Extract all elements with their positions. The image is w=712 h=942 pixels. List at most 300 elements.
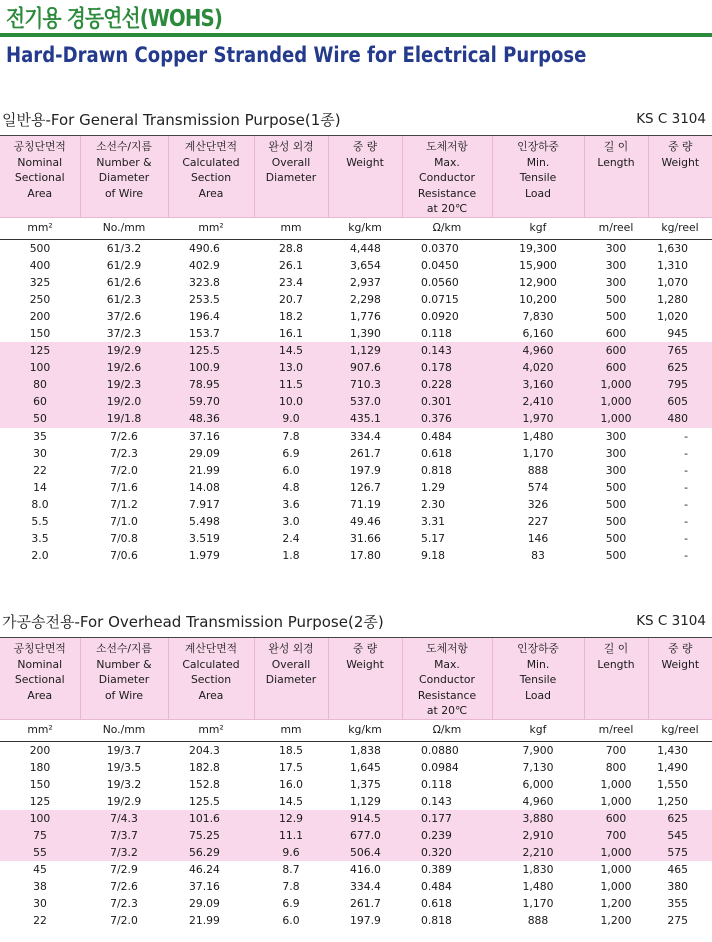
cell-overall-diameter: 8.7 <box>282 863 300 877</box>
cell-reel-weight: - <box>684 532 688 546</box>
cell-tensile-load: 6,160 <box>522 326 554 340</box>
column-header-english-line: Min. <box>526 155 550 169</box>
cell-reel-length: 1,000 <box>600 863 632 877</box>
unit-nominal-area: mm² <box>0 217 80 239</box>
column-header-english-line: at 20℃ <box>426 202 468 215</box>
cell-conductor-resistance: 0.228 <box>402 376 492 393</box>
cell-nominal-area: 80 <box>0 376 80 393</box>
cell-reel-length: 300 <box>605 463 627 477</box>
column-header-calculated-area <box>168 136 254 217</box>
cell-nominal-area: 45 <box>33 863 47 877</box>
cell-reel-weight: 575 <box>648 844 712 861</box>
column-header-korean: 공칭단면적 <box>13 642 66 655</box>
cell-wire-count-diameter: 19/1.8 <box>80 410 168 427</box>
unit-conductor-resistance: Ω/km <box>402 719 492 741</box>
cell-reel-weight: - <box>684 515 688 528</box>
cell-nominal-area: 250 <box>29 292 51 306</box>
cell-calculated-area: 101.6 <box>168 810 254 827</box>
cell-nominal-area: 200 <box>29 743 51 757</box>
cell-calculated-area: 253.5 <box>189 292 220 306</box>
cell-weight-per-km: 907.6 <box>328 359 402 376</box>
cell-reel-length: 600 <box>584 810 648 827</box>
column-header-english-line: Diameter <box>265 673 317 686</box>
cell-reel-weight: 275 <box>667 914 688 928</box>
cell-weight-per-km: 261.7 <box>350 446 381 460</box>
cell-tensile-load: 12,900 <box>519 275 557 289</box>
cell-conductor-resistance: 2.30 <box>421 497 446 511</box>
column-header-tensile-load <box>492 638 584 719</box>
table-row <box>0 445 712 462</box>
cell-weight-per-km: 435.1 <box>328 410 402 427</box>
table-row <box>0 513 712 530</box>
column-header-conductor-resistance <box>402 136 492 217</box>
cell-calculated-area: 490.6 <box>189 241 220 255</box>
cell-nominal-area: 30 <box>33 897 47 911</box>
cell-overall-diameter: 1.8 <box>282 549 300 563</box>
unit-reel-length: m/reel <box>584 719 648 741</box>
cell-reel-weight: 765 <box>648 342 712 359</box>
table-row <box>0 912 712 929</box>
cell-conductor-resistance: 0.301 <box>402 393 492 410</box>
cell-reel-weight: 1,250 <box>657 794 688 808</box>
cell-weight-per-km: 1,838 <box>350 743 381 757</box>
column-header-korean: 인장하중 <box>517 140 559 153</box>
cell-tensile-load: 227 <box>527 515 549 528</box>
cell-overall-diameter: 6.0 <box>282 914 300 928</box>
column-header-korean: 중 량 <box>352 140 378 153</box>
cell-nominal-area: 5.5 <box>31 515 49 528</box>
unit-overall-diameter: mm <box>254 217 328 239</box>
cell-reel-length: 500 <box>605 515 627 528</box>
cell-reel-weight: 380 <box>667 880 688 894</box>
cell-tensile-load: 83 <box>531 549 545 563</box>
cell-nominal-area: 325 <box>29 275 51 289</box>
cell-reel-length: 800 <box>605 760 627 774</box>
column-header-korean: 중 량 <box>668 140 693 153</box>
cell-nominal-area: 125 <box>29 794 51 808</box>
column-header-nominal-area <box>0 136 80 217</box>
cell-nominal-area: 500 <box>29 241 51 255</box>
cell-reel-weight: - <box>684 446 688 460</box>
cell-reel-weight: - <box>684 497 688 511</box>
cell-nominal-area: 100 <box>0 810 80 827</box>
cell-tensile-load: 7,900 <box>522 743 554 757</box>
column-header-overall-diameter <box>254 136 328 217</box>
cell-weight-per-km: 1,129 <box>328 342 402 359</box>
column-header-english-line: Max. <box>434 657 460 671</box>
column-header-english-line: Nominal <box>17 657 63 671</box>
column-header-korean: 계산단면적 <box>184 140 238 153</box>
cell-reel-weight: 1,020 <box>657 309 688 323</box>
cell-weight-per-km: 31.66 <box>350 532 381 546</box>
cell-nominal-area: 8.0 <box>31 497 49 511</box>
cell-overall-diameter: 28.8 <box>278 241 304 255</box>
cell-weight-per-km: 17.80 <box>350 549 381 563</box>
cell-weight-per-km: 710.3 <box>328 376 402 393</box>
cell-overall-diameter: 11.5 <box>254 376 328 393</box>
cell-tensile-load: 1,170 <box>522 897 554 911</box>
cell-overall-diameter: 23.4 <box>278 275 304 289</box>
cell-conductor-resistance: 0.376 <box>402 410 492 427</box>
title-divider <box>0 33 712 37</box>
page-title-korean: 전기용 경동연선(WOHS) <box>6 6 223 32</box>
cell-tensile-load: 2,910 <box>492 827 584 844</box>
table-row <box>0 861 712 878</box>
cell-conductor-resistance: 0.320 <box>402 844 492 861</box>
cell-wire-count-diameter: 7/2.6 <box>110 880 138 894</box>
cell-conductor-resistance: 0.178 <box>402 359 492 376</box>
cell-wire-count-diameter: 61/2.3 <box>106 292 142 306</box>
table-row <box>0 257 712 274</box>
cell-reel-length: 600 <box>584 342 648 359</box>
cell-overall-diameter: 12.9 <box>254 810 328 827</box>
unit-reel-weight: kg/reel <box>648 719 712 741</box>
cell-overall-diameter: 3.0 <box>282 515 300 528</box>
cell-calculated-area: 48.36 <box>168 410 254 427</box>
cell-reel-weight: 355 <box>667 897 688 911</box>
cell-weight-per-km: 4,448 <box>350 241 381 255</box>
cell-weight-per-km: 197.9 <box>350 463 381 477</box>
table-row <box>0 462 712 479</box>
column-header-reel-length <box>584 136 648 217</box>
cell-calculated-area: 21.99 <box>189 463 220 477</box>
column-header-korean: 도체저항 <box>426 140 468 153</box>
cell-wire-count-diameter: 7/2.6 <box>110 429 138 443</box>
cell-conductor-resistance: 0.0560 <box>421 275 459 289</box>
cell-reel-length: 1,000 <box>584 376 648 393</box>
column-header-english-line: Weight <box>661 155 700 169</box>
column-header-english-line: of Wire <box>104 186 144 200</box>
cell-calculated-area: 29.09 <box>189 897 220 911</box>
unit-weight-per-km: kg/km <box>328 217 402 239</box>
cell-weight-per-km: 1,390 <box>350 326 381 340</box>
column-header-english-line: Min. <box>526 657 550 671</box>
column-header-english-line: Diameter <box>98 673 150 686</box>
column-header-weight-per-km <box>328 638 402 719</box>
cell-reel-weight: 795 <box>648 376 712 393</box>
cell-nominal-area: 125 <box>0 342 80 359</box>
cell-wire-count-diameter: 37/2.3 <box>106 326 142 340</box>
cell-calculated-area: 46.24 <box>189 863 220 877</box>
cell-reel-weight: 625 <box>648 810 712 827</box>
cell-tensile-load: 1,480 <box>522 429 554 443</box>
cell-calculated-area: 59.70 <box>168 393 254 410</box>
cell-nominal-area: 400 <box>29 258 51 272</box>
cell-conductor-resistance: 0.0880 <box>421 743 459 757</box>
table-row <box>0 759 712 776</box>
cell-conductor-resistance: 0.177 <box>402 810 492 827</box>
cell-reel-weight: - <box>684 480 688 494</box>
cell-nominal-area: 2.0 <box>31 549 49 563</box>
cell-weight-per-km: 1,645 <box>350 760 381 774</box>
cell-calculated-area: 100.9 <box>168 359 254 376</box>
cell-overall-diameter: 2.4 <box>282 532 300 546</box>
column-header-english-line: Resistance <box>417 186 477 200</box>
cell-nominal-area: 14 <box>33 480 47 494</box>
cell-reel-weight: 945 <box>667 326 688 340</box>
cell-calculated-area: 37.16 <box>189 880 220 894</box>
column-header-korean: 공칭단면적 <box>13 140 66 153</box>
column-header-korean: 완성 외경 <box>268 140 314 153</box>
cell-reel-length: 1,000 <box>584 393 648 410</box>
table-row <box>0 547 712 564</box>
cell-overall-diameter: 16.1 <box>278 326 304 340</box>
cell-weight-per-km: 261.7 <box>350 897 381 911</box>
cell-wire-count-diameter: 37/2.6 <box>106 309 142 323</box>
column-header-wire-count-diameter <box>80 638 168 719</box>
cell-wire-count-diameter: 7/3.2 <box>80 844 168 861</box>
table-row <box>0 325 712 342</box>
cell-reel-length: 1,000 <box>600 794 632 808</box>
table-row <box>0 239 712 257</box>
column-header-english-line: Weight <box>346 155 384 169</box>
cell-reel-weight: 545 <box>648 827 712 844</box>
cell-calculated-area: 125.5 <box>189 794 220 808</box>
cell-overall-diameter: 9.0 <box>254 410 328 427</box>
cell-wire-count-diameter: 19/3.5 <box>106 760 142 774</box>
cell-wire-count-diameter: 19/2.3 <box>80 376 168 393</box>
cell-reel-weight: 1,550 <box>657 777 688 791</box>
cell-wire-count-diameter: 7/0.8 <box>110 532 138 546</box>
table-row <box>0 741 712 759</box>
cell-calculated-area: 7.917 <box>189 497 220 511</box>
cell-overall-diameter: 17.5 <box>278 760 304 774</box>
cell-calculated-area: 29.09 <box>189 446 220 460</box>
cell-reel-length: 300 <box>605 241 627 255</box>
cell-nominal-area: 150 <box>29 777 51 791</box>
cell-calculated-area: 3.519 <box>189 532 220 546</box>
cell-tensile-load: 1,480 <box>522 880 554 894</box>
cell-weight-per-km: 416.0 <box>350 863 381 877</box>
cell-nominal-area: 180 <box>29 760 51 774</box>
cell-overall-diameter: 6.9 <box>282 446 300 460</box>
cell-calculated-area: 5.498 <box>189 515 220 528</box>
cell-weight-per-km: 1,776 <box>350 309 381 323</box>
cell-wire-count-diameter: 7/1.2 <box>110 497 138 511</box>
cell-conductor-resistance: 0.143 <box>421 794 452 808</box>
cell-conductor-resistance: 0.484 <box>421 429 452 443</box>
cell-nominal-area: 22 <box>33 914 47 928</box>
table-row <box>0 776 712 793</box>
column-header-korean: 중 량 <box>668 642 693 655</box>
cell-tensile-load: 146 <box>527 532 549 546</box>
cell-calculated-area: 75.25 <box>168 827 254 844</box>
column-header-korean: 길 이 <box>603 140 629 153</box>
cell-reel-length: 500 <box>605 549 627 563</box>
cell-nominal-area: 75 <box>0 827 80 844</box>
cell-weight-per-km: 334.4 <box>350 429 381 443</box>
cell-wire-count-diameter: 7/2.3 <box>110 446 138 460</box>
cell-conductor-resistance: 1.29 <box>421 480 446 494</box>
cell-reel-weight: - <box>684 463 688 477</box>
cell-nominal-area: 55 <box>0 844 80 861</box>
cell-calculated-area: 37.16 <box>189 429 220 443</box>
cell-weight-per-km: 71.19 <box>350 497 381 511</box>
table-row <box>0 496 712 513</box>
column-header-english-line: Calculated <box>182 657 240 671</box>
cell-conductor-resistance: 0.118 <box>421 326 452 340</box>
column-header-nominal-area <box>0 638 80 719</box>
column-header-english-line: Nominal <box>17 155 63 169</box>
column-header-korean: 소선수/지름 <box>96 140 152 153</box>
cell-reel-length: 1,000 <box>600 777 632 791</box>
cell-wire-count-diameter: 19/3.2 <box>106 777 142 791</box>
cell-tensile-load: 15,900 <box>519 258 557 272</box>
cell-conductor-resistance: 9.18 <box>421 549 446 563</box>
cell-overall-diameter: 26.1 <box>278 258 304 272</box>
cell-wire-count-diameter: 19/2.9 <box>106 794 142 808</box>
cell-weight-per-km: 537.0 <box>328 393 402 410</box>
section-title-overhead: 가공송전용-For Overhead Transmission Purpose(2종) <box>2 613 384 631</box>
cell-wire-count-diameter: 7/3.7 <box>80 827 168 844</box>
cell-conductor-resistance: 0.484 <box>421 880 452 894</box>
cell-weight-per-km: 197.9 <box>350 914 381 928</box>
table-row <box>0 878 712 895</box>
cell-overall-diameter: 18.5 <box>278 743 304 757</box>
table-row <box>0 291 712 308</box>
unit-nominal-area: mm² <box>0 719 80 741</box>
cell-wire-count-diameter: 7/0.6 <box>110 549 138 563</box>
cell-overall-diameter: 16.0 <box>278 777 304 791</box>
cell-calculated-area: 125.5 <box>168 342 254 359</box>
table-row <box>0 530 712 547</box>
cell-reel-weight: 480 <box>648 410 712 427</box>
column-header-english-line: Tensile <box>519 673 557 686</box>
unit-conductor-resistance: Ω/km <box>402 217 492 239</box>
cell-reel-weight: 625 <box>648 359 712 376</box>
table-row <box>0 410 712 427</box>
cell-conductor-resistance: 0.618 <box>421 446 452 460</box>
cell-nominal-area: 38 <box>33 880 47 894</box>
cell-tensile-load: 4,960 <box>492 342 584 359</box>
cell-reel-length: 1,000 <box>600 880 632 894</box>
table-row <box>0 393 712 410</box>
column-header-reel-weight <box>648 638 712 719</box>
cell-wire-count-diameter: 7/2.3 <box>110 897 138 911</box>
cell-reel-weight: 1,490 <box>657 760 688 774</box>
table-row <box>0 793 712 810</box>
section-title-general: 일반용-For General Transmission Purpose(1종) <box>2 111 341 129</box>
cell-reel-length: 1,000 <box>584 410 648 427</box>
cell-reel-weight: 1,310 <box>657 258 688 272</box>
unit-calculated-area: mm² <box>168 217 254 239</box>
cell-reel-weight: 1,630 <box>657 241 688 255</box>
column-header-english-line: Sectional <box>14 171 65 184</box>
cell-reel-length: 500 <box>605 309 627 323</box>
cell-reel-length: 300 <box>605 258 627 272</box>
unit-overall-diameter: mm <box>254 719 328 741</box>
cell-wire-count-diameter: 61/3.2 <box>106 241 142 255</box>
cell-weight-per-km: 334.4 <box>350 880 381 894</box>
cell-weight-per-km: 506.4 <box>328 844 402 861</box>
page-title-english: Hard-Drawn Copper Stranded Wire for Electrical Purpose <box>6 43 587 67</box>
cell-tensile-load: 4,020 <box>492 359 584 376</box>
cell-nominal-area: 35 <box>33 429 47 443</box>
cell-reel-weight: 1,280 <box>657 292 688 306</box>
column-header-english-line: Overall <box>271 155 311 169</box>
cell-reel-weight: 605 <box>648 393 712 410</box>
table-row <box>0 895 712 912</box>
cell-calculated-area: 56.29 <box>168 844 254 861</box>
column-header-english-line: Number & <box>96 155 152 169</box>
cell-weight-per-km: 49.46 <box>350 515 381 528</box>
cell-weight-per-km: 3,654 <box>350 258 381 272</box>
cell-tensile-load: 4,960 <box>522 794 554 808</box>
cell-tensile-load: 888 <box>527 914 549 928</box>
column-header-korean: 계산단면적 <box>184 642 238 655</box>
cell-overall-diameter: 3.6 <box>282 497 300 511</box>
cell-wire-count-diameter: 61/2.9 <box>106 258 142 272</box>
column-header-reel-length <box>584 638 648 719</box>
cell-nominal-area: 60 <box>0 393 80 410</box>
cell-weight-per-km: 126.7 <box>350 480 381 494</box>
cell-conductor-resistance: 0.0715 <box>421 292 459 306</box>
unit-wire-count-diameter: No./mm <box>80 217 168 239</box>
cell-reel-length: 300 <box>605 446 627 460</box>
spec-table-overhead <box>0 638 712 930</box>
cell-tensile-load: 1,170 <box>522 446 554 460</box>
cell-overall-diameter: 11.1 <box>254 827 328 844</box>
cell-tensile-load: 2,210 <box>492 844 584 861</box>
cell-overall-diameter: 10.0 <box>254 393 328 410</box>
cell-overall-diameter: 20.7 <box>278 292 304 306</box>
unit-calculated-area: mm² <box>168 719 254 741</box>
cell-calculated-area: 196.4 <box>189 309 220 323</box>
cell-reel-length: 300 <box>605 275 627 289</box>
cell-overall-diameter: 7.8 <box>282 880 300 894</box>
cell-overall-diameter: 4.8 <box>282 480 300 494</box>
cell-tensile-load: 326 <box>527 497 549 511</box>
column-header-weight-per-km <box>328 136 402 217</box>
cell-reel-length: 1,200 <box>600 897 632 911</box>
table-row <box>0 428 712 445</box>
column-header-english-line: Resistance <box>417 688 477 702</box>
cell-tensile-load: 7,130 <box>522 760 554 774</box>
cell-tensile-load: 3,160 <box>492 376 584 393</box>
column-header-korean: 도체저항 <box>426 642 468 655</box>
cell-calculated-area: 153.7 <box>189 326 220 340</box>
table-row <box>0 844 712 861</box>
cell-wire-count-diameter: 19/2.9 <box>80 342 168 359</box>
cell-reel-weight: 465 <box>667 863 688 877</box>
cell-conductor-resistance: 0.0370 <box>421 241 459 255</box>
cell-conductor-resistance: 0.118 <box>421 777 452 791</box>
cell-calculated-area: 323.8 <box>189 275 220 289</box>
column-header-wire-count-diameter <box>80 136 168 217</box>
cell-conductor-resistance: 0.818 <box>421 914 452 928</box>
cell-calculated-area: 204.3 <box>189 743 220 757</box>
cell-conductor-resistance: 0.0984 <box>421 760 459 774</box>
cell-nominal-area: 100 <box>0 359 80 376</box>
cell-wire-count-diameter: 61/2.6 <box>106 275 142 289</box>
cell-wire-count-diameter: 19/2.6 <box>80 359 168 376</box>
column-header-english-line: Section <box>190 171 232 184</box>
table-row <box>0 376 712 393</box>
cell-weight-per-km: 2,937 <box>350 275 381 289</box>
cell-calculated-area: 78.95 <box>168 376 254 393</box>
column-header-tensile-load <box>492 136 584 217</box>
cell-conductor-resistance: 0.618 <box>421 897 452 911</box>
cell-conductor-resistance: 0.0920 <box>421 309 459 323</box>
cell-wire-count-diameter: 19/3.7 <box>106 743 142 757</box>
cell-wire-count-diameter: 7/1.0 <box>110 515 138 528</box>
cell-wire-count-diameter: 7/1.6 <box>110 480 138 494</box>
cell-nominal-area: 22 <box>33 463 47 477</box>
cell-tensile-load: 10,200 <box>519 292 557 306</box>
cell-conductor-resistance: 0.0450 <box>421 258 459 272</box>
cell-calculated-area: 21.99 <box>189 914 220 928</box>
cell-wire-count-diameter: 7/2.0 <box>110 914 138 928</box>
